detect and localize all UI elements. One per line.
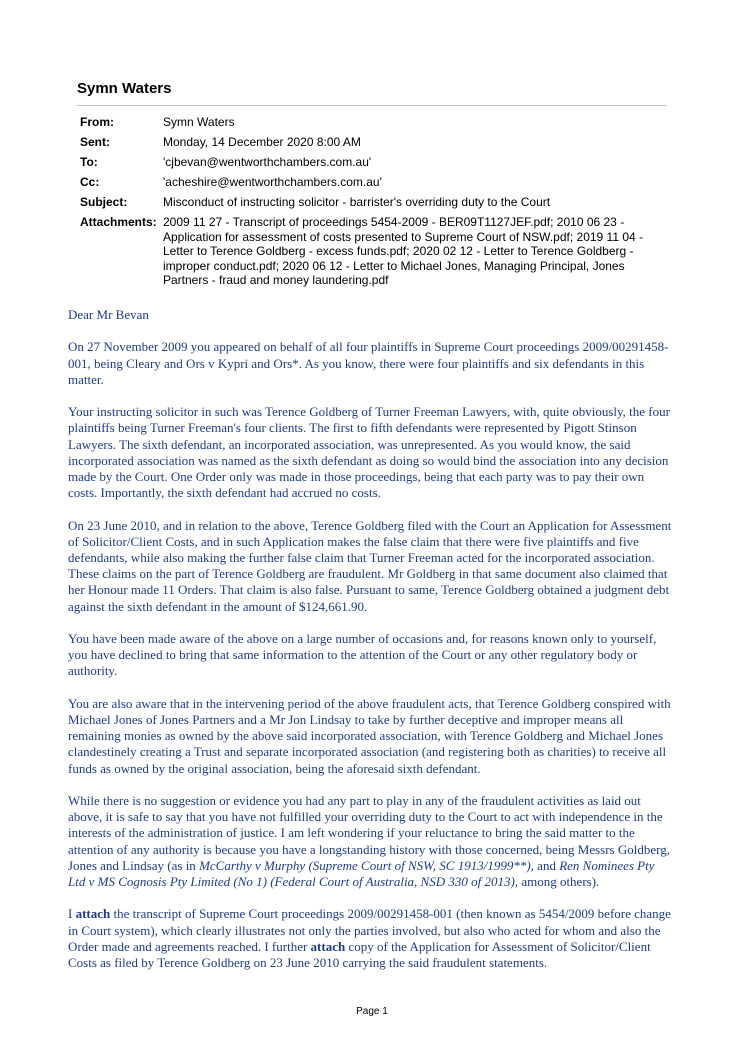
subject-label: Subject: bbox=[80, 195, 128, 209]
subject-row bbox=[80, 195, 670, 215]
sent-row bbox=[80, 135, 670, 155]
from-row bbox=[80, 115, 670, 135]
paragraph-2: Your instructing solicitor in such was Terence Goldberg of Turner Freeman Lawyers, with, quite obviously, the four plaintiffs being Turner Freeman's four clients. The first to fifth defendants were represented by Pigott Stinson Lawyers. The sixth defendant, an incorporated association, was unrepresented. As you would know, the said incorporated association was named as the sixth defendant as doing so would bind the association into any decision made by the Court. One Order only was made in those proceedings, being that each party was to pay their own costs. Importantly, the sixth defendant had accrued no costs. bbox=[68, 404, 670, 501]
from-label: From: bbox=[80, 115, 114, 129]
attach-keyword-1: attach bbox=[75, 906, 111, 922]
case-citation-1: McCarthy v Murphy (Supreme Court of NSW, SC 1913/1999**) bbox=[199, 857, 531, 873]
cc-label: Cc: bbox=[80, 175, 100, 189]
attachments-label: Attachments: bbox=[80, 215, 157, 229]
to-value: 'cjbevan@wentworthchambers.com.au' bbox=[163, 155, 372, 169]
paragraph-6 bbox=[68, 793, 674, 890]
from-value: Symn Waters bbox=[163, 115, 235, 129]
page-number: Page 1 bbox=[356, 1006, 388, 1017]
sent-value: Monday, 14 December 2020 8:00 AM bbox=[163, 135, 361, 149]
divider bbox=[76, 105, 667, 106]
paragraph-6-text-b: , and bbox=[530, 857, 560, 873]
paragraph-4: You have been made aware of the above on a large number of occasions and, for reasons known only to yourself, you have declined to bring that same information to the attention of the Court or any other regulatory body or authority. bbox=[68, 631, 657, 679]
to-row bbox=[80, 155, 670, 175]
paragraph-7-text-a: I bbox=[68, 906, 76, 922]
subject-value: Misconduct of instructing solicitor - barrister's overriding duty to the Court bbox=[163, 195, 551, 209]
paragraph-7-text-b: the transcript of Supreme Court proceedings 2009/00291458-001 (then known as 5454/2009 before change in Court system), which clearly illustrates not only the parties involved, but also who acted for whom and also the Order made and agreements reached. I further bbox=[68, 906, 671, 954]
email-header bbox=[80, 115, 670, 288]
paragraph-7-text-c: copy of the Application for Assessment of Solicitor/Client Costs as filed by Terence Goldberg on 23 June 2010 carrying the said fraudulent statements. bbox=[68, 938, 651, 971]
paragraph-3: On 23 June 2010, and in relation to the above, Terence Goldberg filed with the Court an Application for Assessment of Solicitor/Client Costs, and in such Application makes the false claim that there were five plaintiffs and five defendants, while also making the further false claim that Turner Freeman acted for the incorporated association. These claims on the part of Terence Goldberg are fraudulent. Mr Goldberg in that same document also claimed that her Honour made 11 Orders. That claim is also false. Pursuant to same, Terence Goldberg obtained a judgment debt against the sixth defendant in the amount of $124,661.90. bbox=[68, 517, 672, 614]
attachments-value[interactable]: 2009 11 27 - Transcript of proceedings 5454-2009 - BER09T1127JEF.pdf; 2010 06 23 - Application for assessment of costs presented to Supreme Court of NSW.pdf; 2019 11 04 - Letter to Terence Goldberg - excess funds.pdf; 2020 02 12 - Letter to Terence Goldberg - improper conduct.pdf; 2020 06 12 - Letter to Michael Jones, Managing Principal, Jones Partners - fraud and money laundering.pdf bbox=[163, 215, 644, 287]
paragraph-5: You are also aware that in the intervening period of the above fraudulent acts, that Terence Goldberg conspired with Michael Jones of Jones Partners and a Mr Jon Lindsay to take by further deceptive and improper means all remaining monies as owned by the above said incorporated association, with Terence Goldberg and Michael Jones clandestinely creating a Trust and separate incorporated association (and registering both as charities) to receive all funds as owned by the original association, being the aforesaid sixth defendant. bbox=[68, 695, 671, 776]
greeting: Dear Mr Bevan bbox=[68, 307, 149, 322]
paragraph-6-text-a: While there is no suggestion or evidence you had any part to play in any of the fraudulent activities as laid out above, it is safe to say that you have not fulfilled your overriding duty to the Court to act with independence in the interests of the administration of justice. I am left wondering if your reluctance to bring the said matter to the attention of any authority is because you have a longstanding history with those concerned, being Messrs Goldberg, Jones and Lindsay (as in bbox=[68, 793, 670, 873]
cc-row bbox=[80, 175, 670, 195]
paragraph-6-text-c: , among others). bbox=[514, 874, 600, 890]
to-label: To: bbox=[80, 155, 98, 169]
case-citation-2: Ren Nominees Pty Ltd v MS Cognosis Pty Limited (No 1) (Federal Court of Australia, NSD 330 of 2013) bbox=[68, 857, 655, 890]
attachments-row bbox=[80, 215, 670, 288]
cc-value: 'acheshire@wentworthchambers.com.au' bbox=[163, 175, 382, 189]
attach-keyword-2: attach bbox=[310, 938, 346, 954]
sent-label: Sent: bbox=[80, 135, 110, 149]
email-body bbox=[68, 307, 674, 987]
paragraph-1: On 27 November 2009 you appeared on behalf of all four plaintiffs in Supreme Court proceedings 2009/00291458-001, being Cleary and Ors v Kypri and Ors*. As you know, there were four plaintiffs and six defendants in this matter. bbox=[68, 339, 669, 387]
page-title: Symn Waters bbox=[77, 80, 172, 97]
paragraph-7 bbox=[68, 906, 674, 971]
